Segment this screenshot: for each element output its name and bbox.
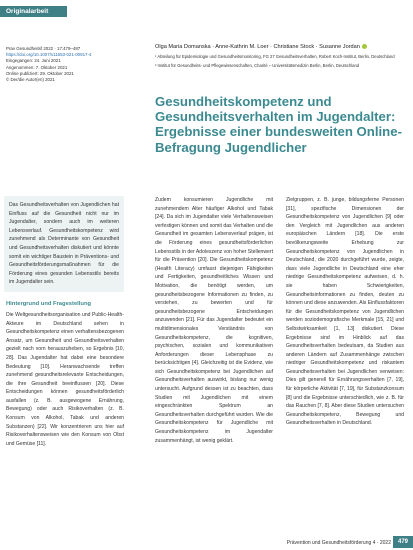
meta-citation: Prav Gesundheitsf 2022 · 17:479–487 (6, 46, 81, 51)
author-list (155, 44, 405, 51)
intro-box (4, 196, 124, 292)
meta-published: Online publiziert: 29. Oktober 2021 (6, 70, 74, 76)
author-names: Olga Maria Domanska · Anne-Kathrin M. Loer · Christiane Stock · Susanne Jordan (155, 44, 360, 50)
meta-accepted: Angenommen: 7. Oktober 2021 (6, 64, 68, 70)
body-paragraph: Die Weltgesundheitsorganisation und Public-Health-Akteure im Deutschland sehen in Gesundheitskompetenz einen verhaltensbezogenen Ansatz, um Gesundheit und Gesundheitsverhalten gezielt nach vorn herauszuheben, so Ergebnis [10, 28]. Das Jugendalter hat dabei eine besondere Bedeutung [10]. Heranwachsende treffen zunehmend gesundheitsrelevante Entscheidungen, die ihre Gesundheit beeinflussen [20]. Diese Entscheidungen können gesundheitsförderlich ausfallen (z. B. ausgewogene Ernährung, Bewegung) oder auch Risikoverhalten (z. B. Konsum von Alkohol, Tabak und anderen Substanzen) [22]. Wir konzentrieren uns hier auf Risikoverhaltensweisen wie den Konsum von Obst und Gemüse [11]. (6, 311, 124, 447)
article-title: Gesundheitskompetenz und Gesundheitsverhalten im Jugendalter: Ergebnisse einer bundesweiten Online-Befragung Jugendlicher (155, 94, 402, 155)
body-paragraph: Zudem konsumieren Jugendliche mit zunehmendem Alter häufiger Alkohol und Tabak [24]. Da sich im Jugendalter viele Verhaltensweisen verfestigen können und somit das Verhalten und die Gesundheit im gesamten Lebensverlauf prägen, ist die Förderung eines gesundheitsförderlichen Lebensstils in der Adoleszenz von hoher Stellenwert für die Prävention [20]. Die Gesundheitskompetenz (Health Literacy) umfasst diejenigen Fähigkeiten und Fertigkeiten, gesundheitliches Wissen und Motivation, die benötigt werden, um gesundheitsbezogene Informationen zu finden, zu verstehen, zu bewerten und für gesundheitsbezogene Entscheidungen anzuwenden [21]. Für das Jugendalter bedeutet ein multidimensionales Verständnis von Gesundheitskompetenz, die kognitiven, psychischen, sozialen und kommunikativen Anforderungen dieser Lebensphase zu berücksichtigen [4]. Gleichzeitig ist die Evidenz, wie sich Gesundheitskompetenz bei Jugendlichen auf Gesundheitsverhalten auswirkt, bislang nur wenig untersucht. Aufgrund dessen ist zu beachten, dass Studien mit Jugendlichen mit einem eingeschränkten Spektrum an Gesundheitsverhalten durchgeführt wurden. Wie die Gesundheitskompetenz für Jugendliche mit Gesundheitskompetenz im Jugendalter zusammenhängt, ist wenig geklärt. (155, 197, 273, 444)
text-column-3 (286, 196, 404, 428)
meta-copyright: © Der/die Autor(en) 2021 (6, 77, 55, 83)
page-number: 479 (393, 536, 413, 548)
meta-doi-link[interactable]: https://doi.org/10.1007/s11553-021-00917-4 (6, 52, 92, 58)
intro-text: Das Gesundheitsverhalten von Jugendlichen hat Einfluss auf die Gesundheit nicht nur im Jugendalter, sondern auch im weiteren Lebensverlauf. Gesundheitskompetenz wird zunehmend als Determinante von Gesundheit und Gesundheitsverhalten diskutiert und könnte somit ein wichtiger Baustein in Präventions- und Gesundheitsförderungsmaßnahmen für die Förderung eines gesunden Lebensstils bereits im Jugendalter sein. (9, 202, 119, 286)
author-block (155, 44, 405, 69)
text-column-2 (155, 196, 273, 445)
body-paragraph: Zielgruppen, z. B. junge, bildungsferne Personen [31], spezifische Dimensionen der Gesundheitskompetenz von Jugendlichen [9] oder den Vergleich mit Jugendlichen aus anderen europäischen Ländern [18]. Die erste bevölkerungsweite Erhebung zur Gesundheitskompetenz von Jugendlichen in Deutschland, die 2020 durchgeführt wurde, zeigte, dass viele Jugendliche in Deutschland eine eher niedrige Gesundheitskompetenz aufweisen, d. h. sie haben Schwierigkeiten, Gesundheitsinformationen zu finden, deuten zu können und diese anzuwenden. Als Einflussfaktoren für die Gesundheitskompetenz von Jugendlichen werden soziodemografische Merkmale [15, 21] und Selbstwirksamkeit [1, 13] diskutiert. Diese Ergebnisse sind im Hinblick auf das Gesundheitsverhalten bedeutsam, da Studien aus anderen Ländern auf Zusammenhänge zwischen niedriger Gesundheitskompetenz und riskantem Gesundheitsverhalten bei Jugendlichen verweisen: Dies gilt generell für Ernährungsverhalten [7, 19], für körperliche Aktivität [7, 19], für Substanzkonsum [8] und die Ergebnisse unterschiedlich, wie z. B. für das Rauchen [7, 8]. Aber diese Studien untersuchen Gesundheitskompetenz, Bewegung und Gesundheitsverhalten in Deutschland. (286, 197, 404, 427)
text-column-1 (6, 196, 124, 448)
orcid-icon[interactable] (362, 44, 367, 49)
section-heading: Hintergrund und Fragestellung (6, 300, 92, 307)
journal-footer: Prävention und Gesundheitsförderung 4 · 2022 (286, 540, 391, 546)
affiliation-2: ² Institut für Gesundheits- und Pflegewissenschaften, Charité – Universitätsmedizin Berlin, Berlin, Deutschland (155, 63, 360, 69)
meta-received: Eingegangen: 24. Juni 2021 (6, 58, 61, 64)
section-label: Originalarbeit (0, 6, 67, 17)
affiliation-1: ¹ Abteilung für Epidemiologie und Gesundheitsmonitoring, FG 27 Gesundheitsverhalten, Robert Koch-Institut, Berlin, Deutschland (155, 54, 395, 60)
article-meta (6, 46, 124, 83)
